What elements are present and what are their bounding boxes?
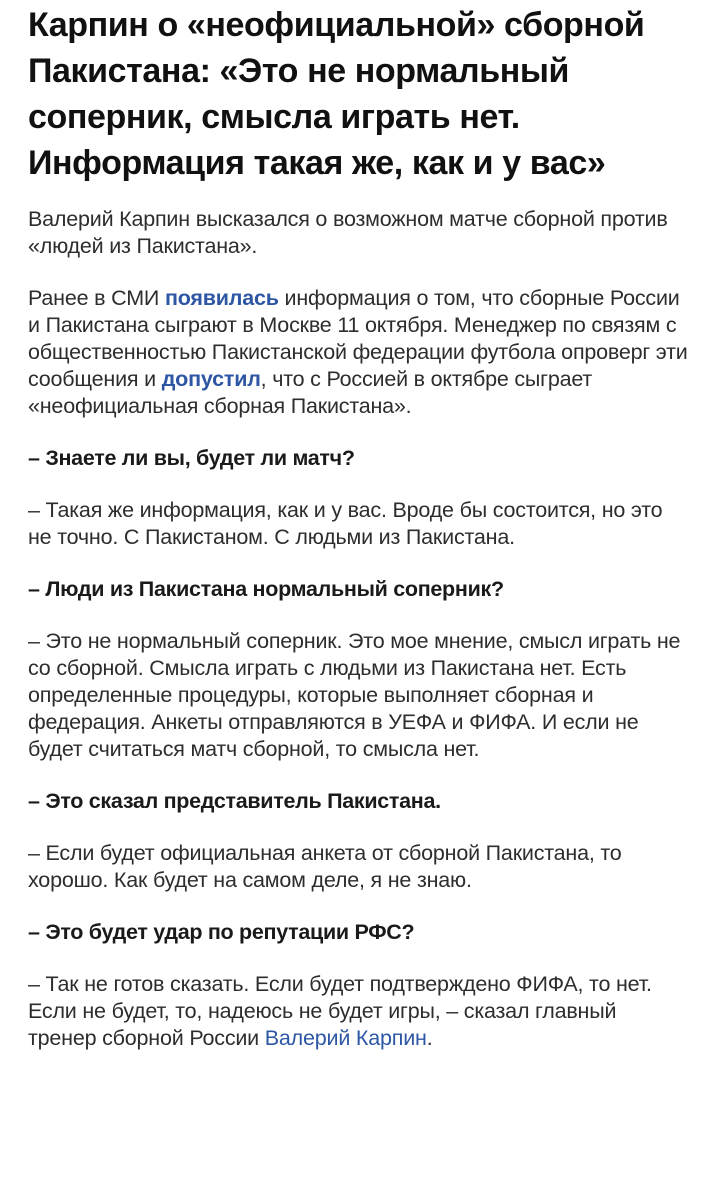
paragraph-text: – Так не готов сказать. Если будет подтверждено ФИФА, то нет. Если не будет, то, надеюсь не будет игры, – сказал главный тренер сборной России [28, 972, 652, 1050]
link-valery-karpin[interactable]: Валерий Карпин [264, 1026, 427, 1050]
article-title: Карпин о «неофициальной» сборной Пакистана: «Это не нормальный соперник, смысла играть нет. Информация такая же, как и у вас» [28, 6, 645, 182]
paragraph-text: информация о том, что сборные России и Пакистана сыграют в Москве 11 октября. Менеджер по связям с общественностью Пакистанской федерации футбола опроверг эти сообщения и [28, 286, 688, 391]
link-appeared[interactable]: появилась [164, 286, 279, 310]
question-2: – Люди из Пакистана нормальный соперник? [28, 577, 504, 601]
answer-1: – Такая же информация, как и у вас. Вроде бы состоится, но это не точно. С Пакистаном. С людьми из Пакистана. [28, 498, 663, 549]
paragraph-context [28, 285, 688, 420]
question-3: – Это сказал представитель Пакистана. [28, 789, 441, 813]
paragraph-text: . [426, 1026, 433, 1050]
answer-4 [28, 971, 688, 1052]
link-admitted[interactable]: допустил [161, 367, 261, 391]
article-lead: Валерий Карпин высказался о возможном матче сборной против «людей из Пакистана». [28, 207, 668, 258]
paragraph-text: Ранее в СМИ [28, 286, 165, 310]
article [28, 0, 688, 1052]
paragraph-text: , что с Россией в октябре сыграет «неофициальная сборная Пакистана». [28, 367, 593, 418]
answer-3: – Если будет официальная анкета от сборной Пакистана, то хорошо. Как будет на самом деле, я не знаю. [28, 841, 622, 892]
answer-2: – Это не нормальный соперник. Это мое мнение, смысл играть не со сборной. Смысла играть с людьми из Пакистана нет. Есть определенные процедуры, которые выполняет сборная и федерация. Анкеты отправляются в УЕФА и ФИФА. И если не будет считаться матч сборной, то смысла нет. [28, 629, 681, 761]
question-4: – Это будет удар по репутации РФС? [28, 920, 415, 944]
question-1: – Знаете ли вы, будет ли матч? [28, 446, 355, 470]
